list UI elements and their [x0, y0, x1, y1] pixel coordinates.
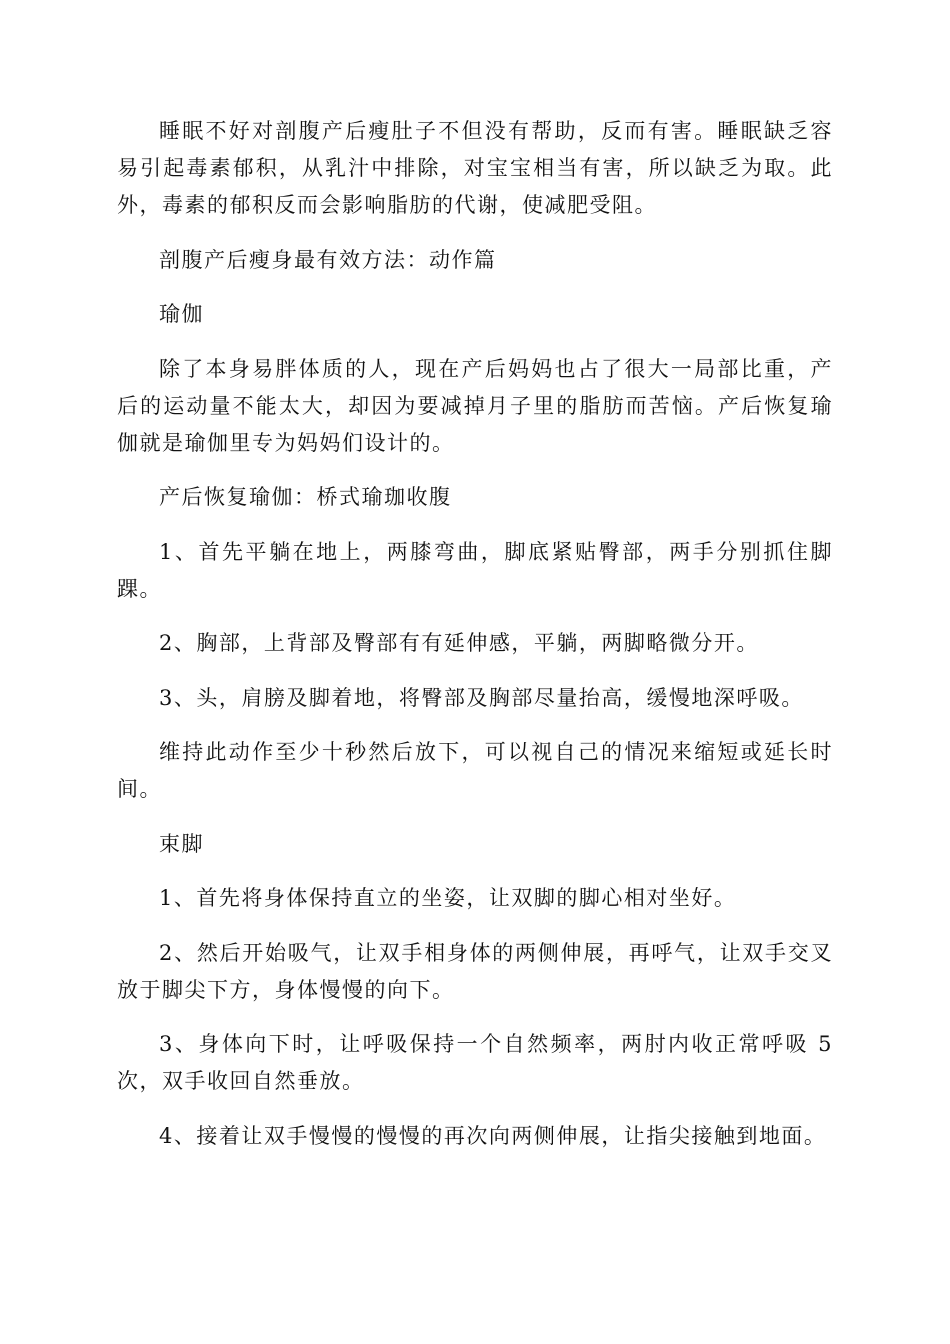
- paragraph-yoga-intro: 除了本身易胖体质的人，现在产后妈妈也占了很大一局部比重，产后的运动量不能太大，却因为要减掉月子里的脂肪而苦恼。产后恢复瑜伽就是瑜伽里专为妈妈们设计的。: [117, 356, 833, 455]
- step-bridge-2: 2、胸部，上背部及臀部有有延伸感，平躺，两脚略微分开。: [159, 631, 759, 655]
- paragraph-sleep: 睡眠不好对剖腹产后瘦肚子不但没有帮助，反而有害。睡眠缺乏容易引起毒素郁积，从乳汁中排除，对宝宝相当有害，所以缺乏为取。此外，毒素的郁积反而会影响脂肪的代谢，使减肥受阻。: [117, 119, 833, 217]
- paragraph-bridge-hold: 维持此动作至少十秒然后放下，可以视自己的情况来缩短或延长时间。: [117, 740, 833, 801]
- step-bridge-3: 3、头，肩膀及脚着地，将臀部及胸部尽量抬高，缓慢地深呼吸。: [159, 685, 804, 710]
- step-bound-2: 2、然后开始吸气，让双手相身体的两侧伸展，再呼气，让双手交叉放于脚尖下方，身体慢慢的向下。: [117, 940, 833, 1002]
- step-bound-3: 3、身体向下时，让呼吸保持一个自然频率，两肘内收正常呼吸 5 次，双手收回自然垂放。: [117, 1032, 833, 1093]
- subheading-bound-feet: 束脚: [159, 831, 204, 856]
- subheading-yoga: 瑜伽: [159, 302, 204, 326]
- step-bound-1: 1、首先将身体保持直立的坐姿，让双脚的脚心相对坐好。: [159, 886, 737, 910]
- subheading-bridge-yoga: 产后恢复瑜伽：桥式瑜珈收腹: [159, 485, 452, 509]
- step-bridge-1: 1、首先平躺在地上，两膝弯曲，脚底紧贴臀部，两手分别抓住脚踝。: [117, 539, 833, 601]
- step-bound-4: 4、接着让双手慢慢的慢慢的再次向两侧伸展，让指尖接触到地面。: [159, 1123, 827, 1148]
- section-heading-exercise: 剖腹产后瘦身最有效方法：动作篇: [159, 247, 497, 272]
- document-page: [117, 113, 833, 1172]
